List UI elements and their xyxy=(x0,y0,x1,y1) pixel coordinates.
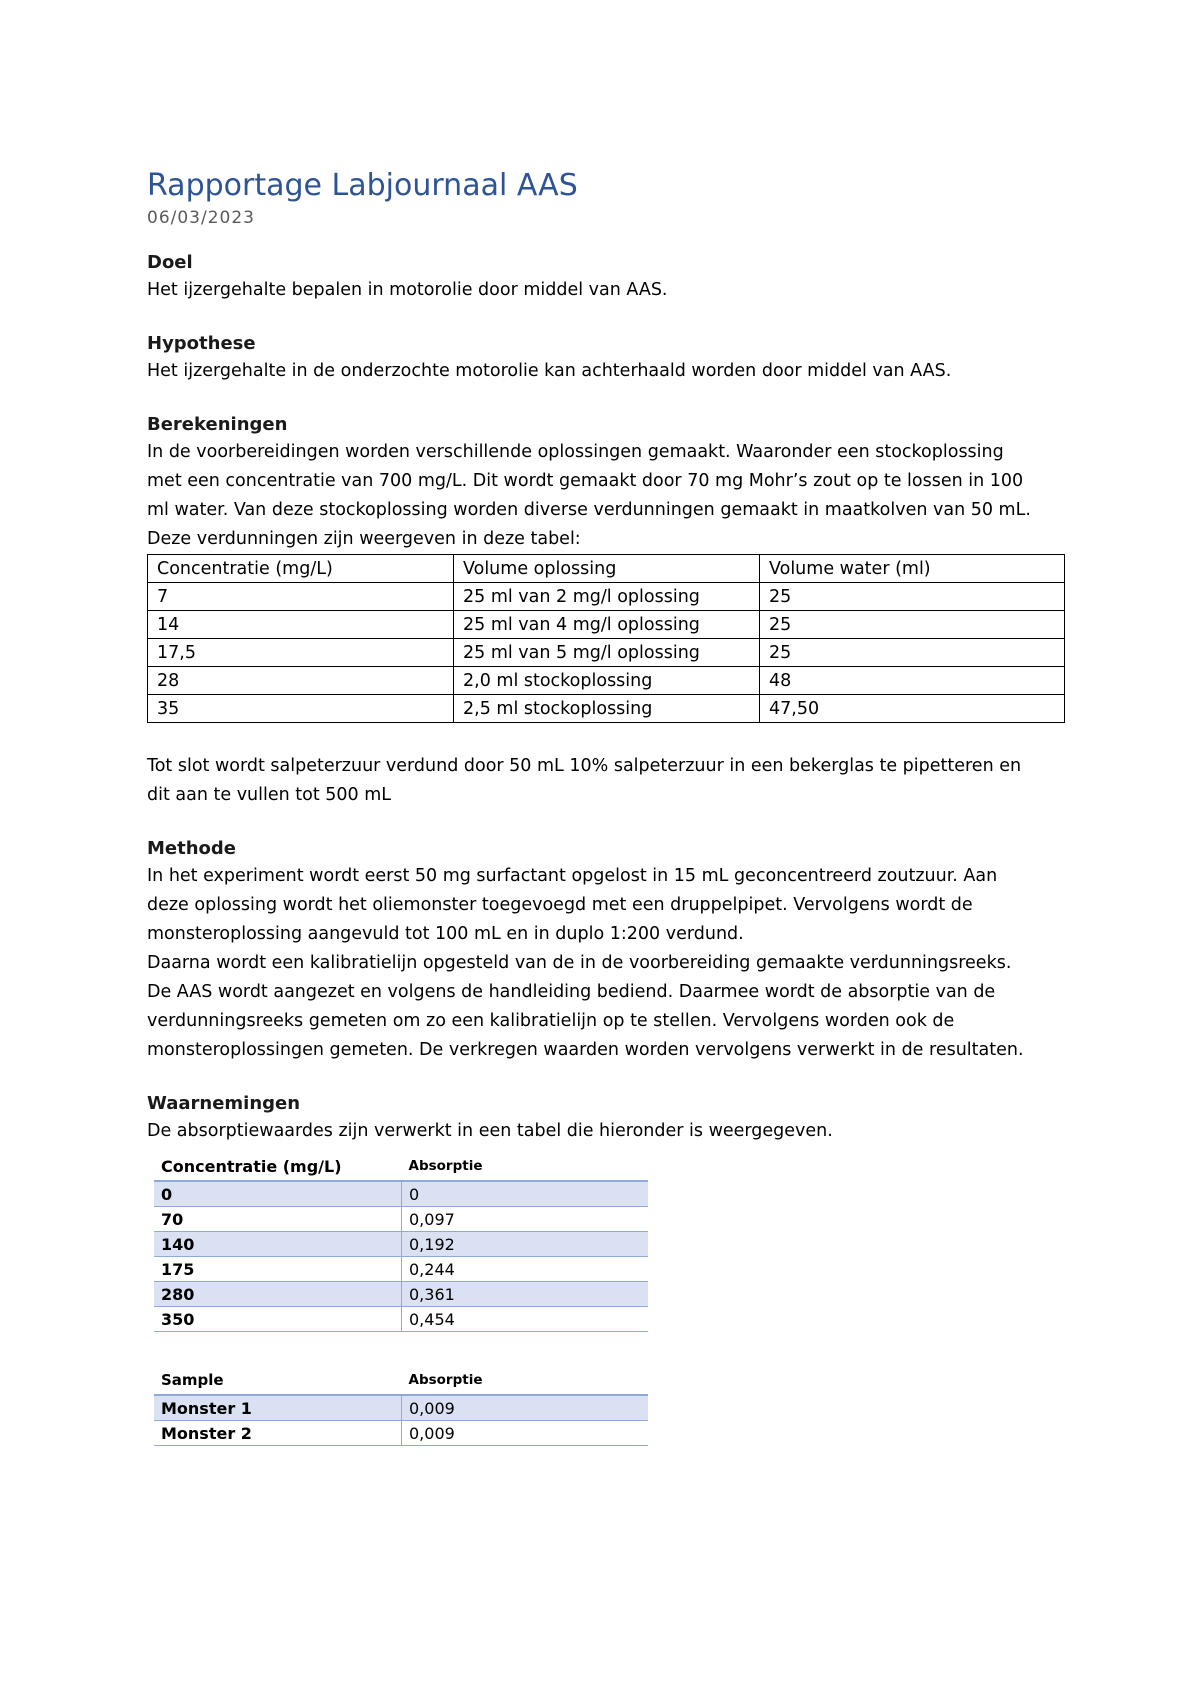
table-cell: Monster 2 xyxy=(154,1421,402,1446)
methode-line: monsteroplossingen gemeten. De verkregen waarden worden vervolgens verwerkt in de resultaten. xyxy=(147,1040,1024,1060)
doel-text: Het ijzergehalte bepalen in motorolie door middel van AAS. xyxy=(147,280,668,300)
table-cell: 48 xyxy=(760,667,1065,695)
methode-line: monsteroplossing aangevuld tot 100 mL en in duplo 1:200 verdund. xyxy=(147,924,744,944)
table-cell: 350 xyxy=(154,1307,402,1332)
dilution-table xyxy=(147,554,1065,723)
table-cell: 14 xyxy=(148,611,454,639)
table-cell: 17,5 xyxy=(148,639,454,667)
table-cell: 280 xyxy=(154,1282,402,1307)
berekeningen-line: Deze verdunningen zijn weergeven in deze tabel: xyxy=(147,529,581,549)
sample-table xyxy=(154,1364,648,1446)
heading-methode: Methode xyxy=(147,838,236,859)
methode-line: verdunningsreeks gemeten om zo een kalibratielijn op te stellen. Vervolgens worden ook de xyxy=(147,1011,955,1031)
document-page xyxy=(147,168,1063,1446)
heading-waarnemingen: Waarnemingen xyxy=(147,1093,301,1114)
table-row xyxy=(154,1395,648,1421)
table-cell: 0,454 xyxy=(402,1307,649,1332)
table-cell: 35 xyxy=(148,695,454,723)
calibration-header-cell: Absorptie xyxy=(402,1150,649,1181)
table-cell: 25 ml van 2 mg/l oplossing xyxy=(454,583,760,611)
section-hypothese xyxy=(147,331,1063,386)
table-cell: 25 ml van 4 mg/l oplossing xyxy=(454,611,760,639)
sample-header-row xyxy=(154,1364,648,1395)
waarnemingen-text: De absorptiewaardes zijn verwerkt in een tabel die hieronder is weergegeven. xyxy=(147,1121,833,1141)
methode-line: Daarna wordt een kalibratielijn opgesteld van de in de voorbereiding gemaakte verdunningsreeks. xyxy=(147,953,1012,973)
table-cell: 0 xyxy=(402,1181,649,1207)
table-row xyxy=(148,667,1065,695)
calibration-header-cell: Concentratie (mg/L) xyxy=(154,1150,402,1181)
document-title: Rapportage Labjournaal AAS xyxy=(147,168,578,203)
heading-hypothese: Hypothese xyxy=(147,333,256,354)
berekeningen-closing-line: dit aan te vullen tot 500 mL xyxy=(147,785,392,805)
sample-header-cell: Absorptie xyxy=(402,1364,649,1395)
table-cell: 25 xyxy=(760,639,1065,667)
section-doel xyxy=(147,250,1063,305)
table-cell: 7 xyxy=(148,583,454,611)
dilution-table-header-row xyxy=(148,555,1065,583)
table-row xyxy=(148,639,1065,667)
table-row xyxy=(154,1257,648,1282)
table-cell: 0,009 xyxy=(402,1421,649,1446)
berekeningen-line: ml water. Van deze stockoplossing worden diverse verdunningen gemaakt in maatkolven van 50 mL. xyxy=(147,500,1031,520)
table-cell: 25 xyxy=(760,583,1065,611)
table-row xyxy=(154,1232,648,1257)
table-cell: Monster 1 xyxy=(154,1395,402,1421)
table-cell: 47,50 xyxy=(760,695,1065,723)
table-row xyxy=(148,695,1065,723)
berekeningen-line: met een concentratie van 700 mg/L. Dit wordt gemaakt door 70 mg Mohr’s zout op te lossen in 100 xyxy=(147,471,1024,491)
section-berekeningen xyxy=(147,412,1063,810)
document-date: 06/03/2023 xyxy=(147,208,255,228)
section-methode xyxy=(147,836,1063,1065)
table-cell: 0,009 xyxy=(402,1395,649,1421)
table-cell: 0 xyxy=(154,1181,402,1207)
table-cell: 28 xyxy=(148,667,454,695)
methode-line: deze oplossing wordt het oliemonster toegevoegd met een druppelpipet. Vervolgens wordt de xyxy=(147,895,973,915)
table-cell: 2,5 ml stockoplossing xyxy=(454,695,760,723)
table-cell: 0,244 xyxy=(402,1257,649,1282)
methode-line: De AAS wordt aangezet en volgens de handleiding bediend. Daarmee wordt de absorptie van de xyxy=(147,982,996,1002)
berekeningen-line: In de voorbereidingen worden verschillende oplossingen gemaakt. Waaronder een stockoplossing xyxy=(147,442,1004,462)
table-cell: 70 xyxy=(154,1207,402,1232)
table-row xyxy=(154,1181,648,1207)
heading-doel: Doel xyxy=(147,252,193,273)
table-cell: 0,361 xyxy=(402,1282,649,1307)
heading-berekeningen: Berekeningen xyxy=(147,414,288,435)
berekeningen-closing-line: Tot slot wordt salpeterzuur verdund door 50 mL 10% salpeterzuur in een bekerglas te pipetteren en xyxy=(147,756,1022,776)
methode-line: In het experiment wordt eerst 50 mg surfactant opgelost in 15 mL geconcentreerd zoutzuur. Aan xyxy=(147,866,998,886)
table-cell: 0,097 xyxy=(402,1207,649,1232)
sample-header-cell: Sample xyxy=(154,1364,402,1395)
table-row xyxy=(148,583,1065,611)
table-row xyxy=(154,1207,648,1232)
dilution-header-cell: Volume water (ml) xyxy=(760,555,1065,583)
hypothese-text: Het ijzergehalte in de onderzochte motorolie kan achterhaald worden door middel van AAS. xyxy=(147,361,952,381)
table-cell: 140 xyxy=(154,1232,402,1257)
table-row xyxy=(154,1421,648,1446)
section-waarnemingen xyxy=(147,1091,1063,1446)
table-row xyxy=(154,1307,648,1332)
calibration-header-row xyxy=(154,1150,648,1181)
table-cell: 0,192 xyxy=(402,1232,649,1257)
table-cell: 175 xyxy=(154,1257,402,1282)
dilution-header-cell: Concentratie (mg/L) xyxy=(148,555,454,583)
dilution-header-cell: Volume oplossing xyxy=(454,555,760,583)
table-cell: 25 ml van 5 mg/l oplossing xyxy=(454,639,760,667)
calibration-table xyxy=(154,1150,648,1332)
table-row xyxy=(148,611,1065,639)
table-cell: 2,0 ml stockoplossing xyxy=(454,667,760,695)
table-row xyxy=(154,1282,648,1307)
table-cell: 25 xyxy=(760,611,1065,639)
